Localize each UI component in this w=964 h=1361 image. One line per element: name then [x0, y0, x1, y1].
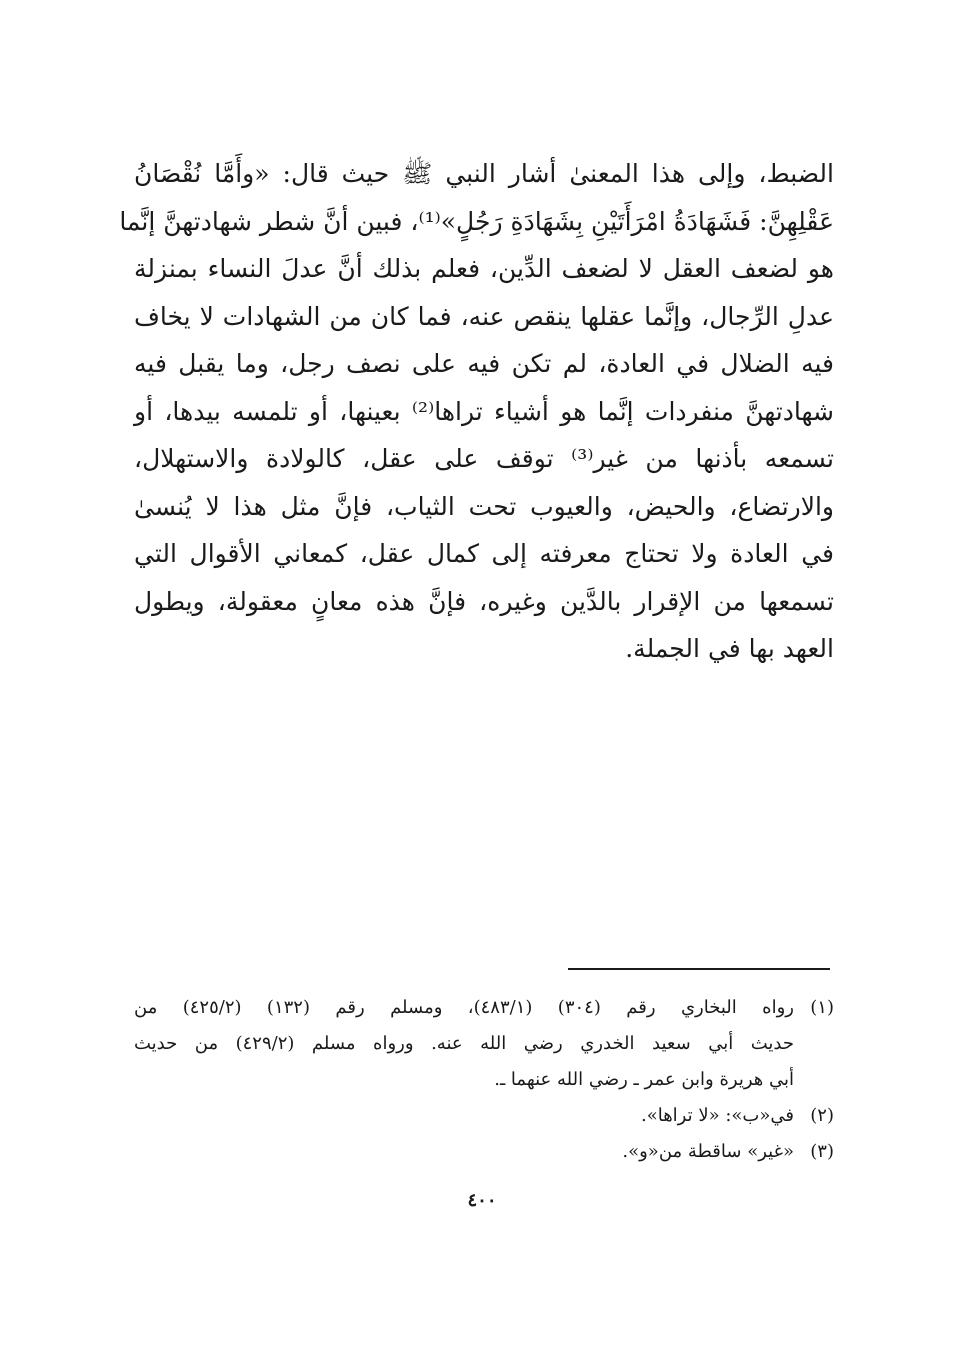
footnotes [134, 990, 834, 1170]
footnote-text [134, 1134, 794, 1170]
body-line: تسمعه بأذنها من غير⁽³⁾ توقف على عقل، كالولادة والاستهلال، [134, 444, 834, 473]
body-line: تسمعها من الإقرار بالدَّين وغيره، فإنَّ هذه معانٍ معقولة، ويطول [134, 586, 834, 616]
footnote-number: (١) [810, 997, 834, 1018]
footnote-line: رواه البخاري رقم (٣٠٤) (٤٨٣/١)، ومسلم رقم (١٣٢) (٤٢٥/٢) من [134, 997, 794, 1018]
body-line: عدلِ الرِّجال، وإنَّما عقلها ينقص عنه، فما كان من الشهادات لا يخاف [134, 301, 834, 331]
page-number: ٤٠٠ [467, 1190, 497, 1211]
body-line: الضبط، وإلى هذا المعنىٰ أشار النبي ﷺ حيث قال: «وأَمَّا نُقْصَانُ [134, 159, 834, 188]
body-line: والارتضاع، والحيض، والعيوب تحت الثياب، فإنَّ مثل هذا لا يُنسىٰ [134, 491, 834, 521]
footnote-number: (٣) [810, 1141, 834, 1162]
body-line: في العادة ولا تحتاج معرفته إلى كمال عقل، كمعاني الأقوال التي [134, 539, 834, 568]
main-body-text [119, 150, 834, 673]
footnote-line: «غير» ساقطة من«و». [622, 1141, 794, 1162]
footnote-text [134, 990, 794, 1098]
footnote-separator [568, 968, 830, 970]
body-line: شهادتهنَّ منفردات إنَّما هو أشياء تراها⁽²⁾ بعينها، أو تلمسه بيدها، أو [134, 396, 834, 426]
footnote-text [134, 1098, 794, 1134]
footnote-2 [134, 1098, 834, 1134]
footnote-number: (٢) [810, 1105, 834, 1126]
body-line: عَقْلِهِنَّ: فَشَهَادَةُ امْرَأَتَيْنِ بِشَهَادَةِ رَجُلٍ»⁽¹⁾، فبين أنَّ شطر شهادتهنَّ إنَّما [119, 206, 834, 236]
body-line: العهد بها في الجملة. [625, 634, 834, 663]
footnote-1 [134, 990, 834, 1098]
footnote-line: حديث أبي سعيد الخدري رضي الله عنه. ورواه مسلم (٤٢٩/٢) من حديث [134, 1033, 794, 1054]
footnote-3 [134, 1134, 834, 1170]
footnote-line: أبي هريرة وابن عمر ـ رضي الله عنهما ـ. [494, 1069, 794, 1090]
footnote-line: في«ب»: «لا تراها». [640, 1105, 794, 1126]
body-line: هو لضعف العقل لا لضعف الدِّين، فعلم بذلك أنَّ عدلَ النساء بمنزلة [134, 254, 834, 283]
body-line: فيه الضلال في العادة، لم تكن فيه على نصف رجل، وما يقبل فيه [134, 349, 834, 378]
